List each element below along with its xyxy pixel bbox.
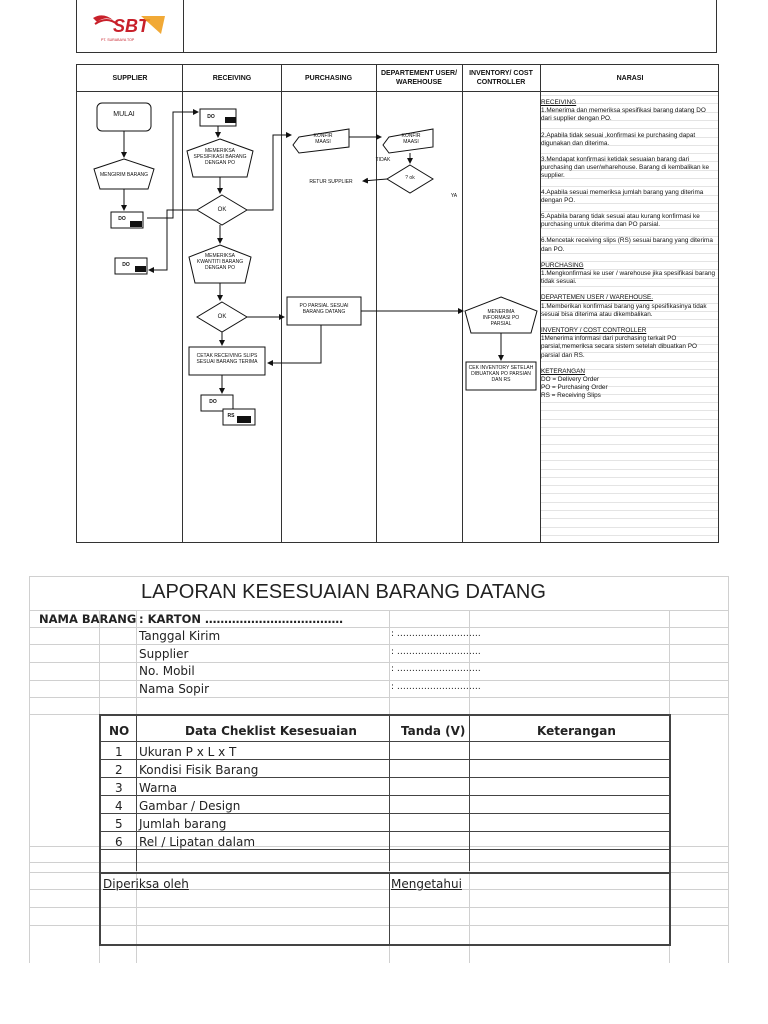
mengirim-label: MENGIRIM BARANG <box>99 172 149 178</box>
checklist-row-item: Gambar / Design <box>139 799 241 813</box>
narasi-paragraph: 6.Mencetak receiving slips (RS) sesuai barang yang diterima dan PO. <box>541 237 713 253</box>
narasi-paragraph: 1.Mengkonfirmasi ke user / warehouse jika spesifikasi barang tidak sesuai. <box>541 270 716 286</box>
checklist-tanda-cell[interactable] <box>391 779 467 795</box>
checklist-row-item: Jumlah barang <box>139 817 227 831</box>
field-value-supplier[interactable]: : ………………………. <box>391 647 481 657</box>
rs-label: RS <box>227 413 235 419</box>
field-value-nomobil[interactable]: : ………………………. <box>391 664 481 674</box>
tidak-label: TIDAK <box>375 157 391 163</box>
mengetahui-label: Mengetahui <box>391 877 462 891</box>
narasi-text <box>541 99 717 409</box>
narasi-paragraph: 3.Mendapat konfirmasi ketidak sesuaian barang dari purchasing dan user/wharehouse. Barang di kembalikan ke supplier. <box>541 156 710 180</box>
checklist-row-number: 4 <box>115 799 123 813</box>
narasi-heading: INVENTORY / COST CONTROLLER <box>541 327 647 335</box>
narasi-paragraph: 1Menerima informasi dari purchasing terkait PO parsial,memeriksa secara sistem setelah dibuatkan PO parsial dan RS. <box>541 335 697 359</box>
konfirmasi-purchasing-label: KONFIR MAASI <box>313 133 333 145</box>
logo-swoosh-icon <box>91 10 171 44</box>
col-supplier: SUPPLIER <box>112 74 148 82</box>
ok-label-2: OK <box>217 314 227 320</box>
field-value-tanggal[interactable]: : ………………………. <box>391 629 481 639</box>
checklist-tanda-cell[interactable] <box>391 815 467 831</box>
field-label-supplier: Supplier <box>139 647 189 661</box>
table-header-item: Data Cheklist Kesesuaian <box>185 724 357 738</box>
form-title: LAPORAN KESESUAIAN BARANG DATANG <box>141 581 546 603</box>
checklist-tanda-cell[interactable] <box>391 743 467 759</box>
col-narasi: NARASI <box>616 74 644 82</box>
start-label: MULAI <box>113 111 135 118</box>
menerima-info-label: MENERIMA INFORMASI PO PARSIAL <box>482 309 520 327</box>
checklist-tanda-cell[interactable] <box>391 797 467 813</box>
retur-label: RETUR SUPPLIER <box>309 179 353 185</box>
logo-text: SBT <box>113 16 149 36</box>
do-label-4: DO <box>209 399 217 405</box>
narasi-heading: KETERANGAN <box>541 367 586 375</box>
checklist-tanda-cell[interactable] <box>391 833 467 849</box>
checklist-row-item: Ukuran P x L x T <box>139 745 237 759</box>
table-header-tanda: Tanda (V) <box>401 724 466 738</box>
ok-label-1: OK <box>217 207 227 213</box>
narasi-heading: RECEIVING <box>541 99 577 106</box>
spesifikasi-label: MEMERIKSA SPESIFIKASI BARANG DENGAN PO <box>193 148 247 166</box>
document-header <box>76 0 717 53</box>
checklist-row-number: 3 <box>115 781 123 795</box>
col-dept-user: DEPARTEMENT USER/ WAREHOUSE <box>380 70 458 86</box>
table-header-no: NO <box>109 724 130 738</box>
company-logo <box>91 10 171 44</box>
do-label-3: DO <box>207 114 215 120</box>
diperiksa-oleh-label: Diperiksa oleh <box>103 877 189 891</box>
nama-barang-label: NAMA BARANG <box>39 612 137 626</box>
ya-label: YA <box>450 193 458 199</box>
narasi-paragraph: DO = Delivery Order PO = Purchasing Order RS = Receiving Slips <box>541 376 608 400</box>
narasi-paragraph: 1.Memberikan konfirmasi barang yang spesifikasinya tidak sesuai bisa diterima atau dikembalikan. <box>541 302 707 318</box>
checklist-row-item: Rel / Lipatan dalam <box>139 835 256 849</box>
konfirmasi-user-label: KONFIR MAASI <box>401 133 421 145</box>
checklist-tanda-cell[interactable] <box>391 761 467 777</box>
ok-question-label: ? ok <box>405 175 415 181</box>
checklist-row-number: 5 <box>115 817 123 831</box>
narasi-paragraph: 2.Apabila tidak sesuai ,konfirmasi ke purchasing dapat digunakan dan diterima. <box>541 131 696 147</box>
nama-barang-value: : KARTON ……………………………… <box>139 612 344 626</box>
checklist-row-number: 6 <box>115 835 123 849</box>
checklist-row-item: Warna <box>139 781 178 795</box>
table-header-keterangan: Keterangan <box>537 724 616 738</box>
kwantiti-label: MEMERIKSA KWANTITI BARANG DENGAN PO <box>196 253 244 271</box>
checklist-row-number: 1 <box>115 745 123 759</box>
col-inventory: INVENTORY/ COST CONTROLLER <box>469 70 533 86</box>
narasi-heading: DEPARTEMEN USER / WAREHOUSE. <box>541 294 654 302</box>
field-value-sopir[interactable]: : ………………………. <box>391 682 481 692</box>
cek-inventory-label: CEK INVENTORY SETELAH DIBUATKAN PO PARSIAN DAN RS <box>468 365 534 383</box>
col-purchasing: PURCHASING <box>304 74 353 82</box>
cetak-rs-label: CETAK RECEIVING SLIPS SESUAI BARANG TERIMA <box>196 353 258 365</box>
laporan-form <box>29 576 729 963</box>
flowchart <box>76 64 719 543</box>
field-label-nomobil: No. Mobil <box>139 664 195 678</box>
po-parsial-label: PO PARSIAL SESUAI BARANG DATANG <box>299 303 349 315</box>
do-label-1: DO <box>118 216 126 222</box>
narasi-heading: PURCHASING <box>541 261 584 269</box>
col-receiving: RECEIVING <box>212 74 252 82</box>
checklist-row-number: 2 <box>115 763 123 777</box>
field-label-sopir: Nama Sopir <box>139 682 210 696</box>
logo-subtext: PT. SURABAYA TOP <box>101 38 135 42</box>
field-label-tanggal: Tanggal Kirim <box>139 629 221 643</box>
narasi-paragraph: 5.Apabila barang tidak sesuai atau kurang konfirmasi ke purchasing untuk diterima dan PO parsial. <box>541 213 700 229</box>
do-label-2: DO <box>122 262 130 268</box>
checklist-row-item: Kondisi Fisik Barang <box>139 763 259 777</box>
narasi-paragraph: 4.Apabila sesuai memeriksa jumlah barang yang diterima dengan PO. <box>541 188 704 204</box>
narasi-paragraph: 1.Menerima dan memeriksa spesifikasi barang datang DO dari supplier dengan PO. <box>541 107 706 123</box>
